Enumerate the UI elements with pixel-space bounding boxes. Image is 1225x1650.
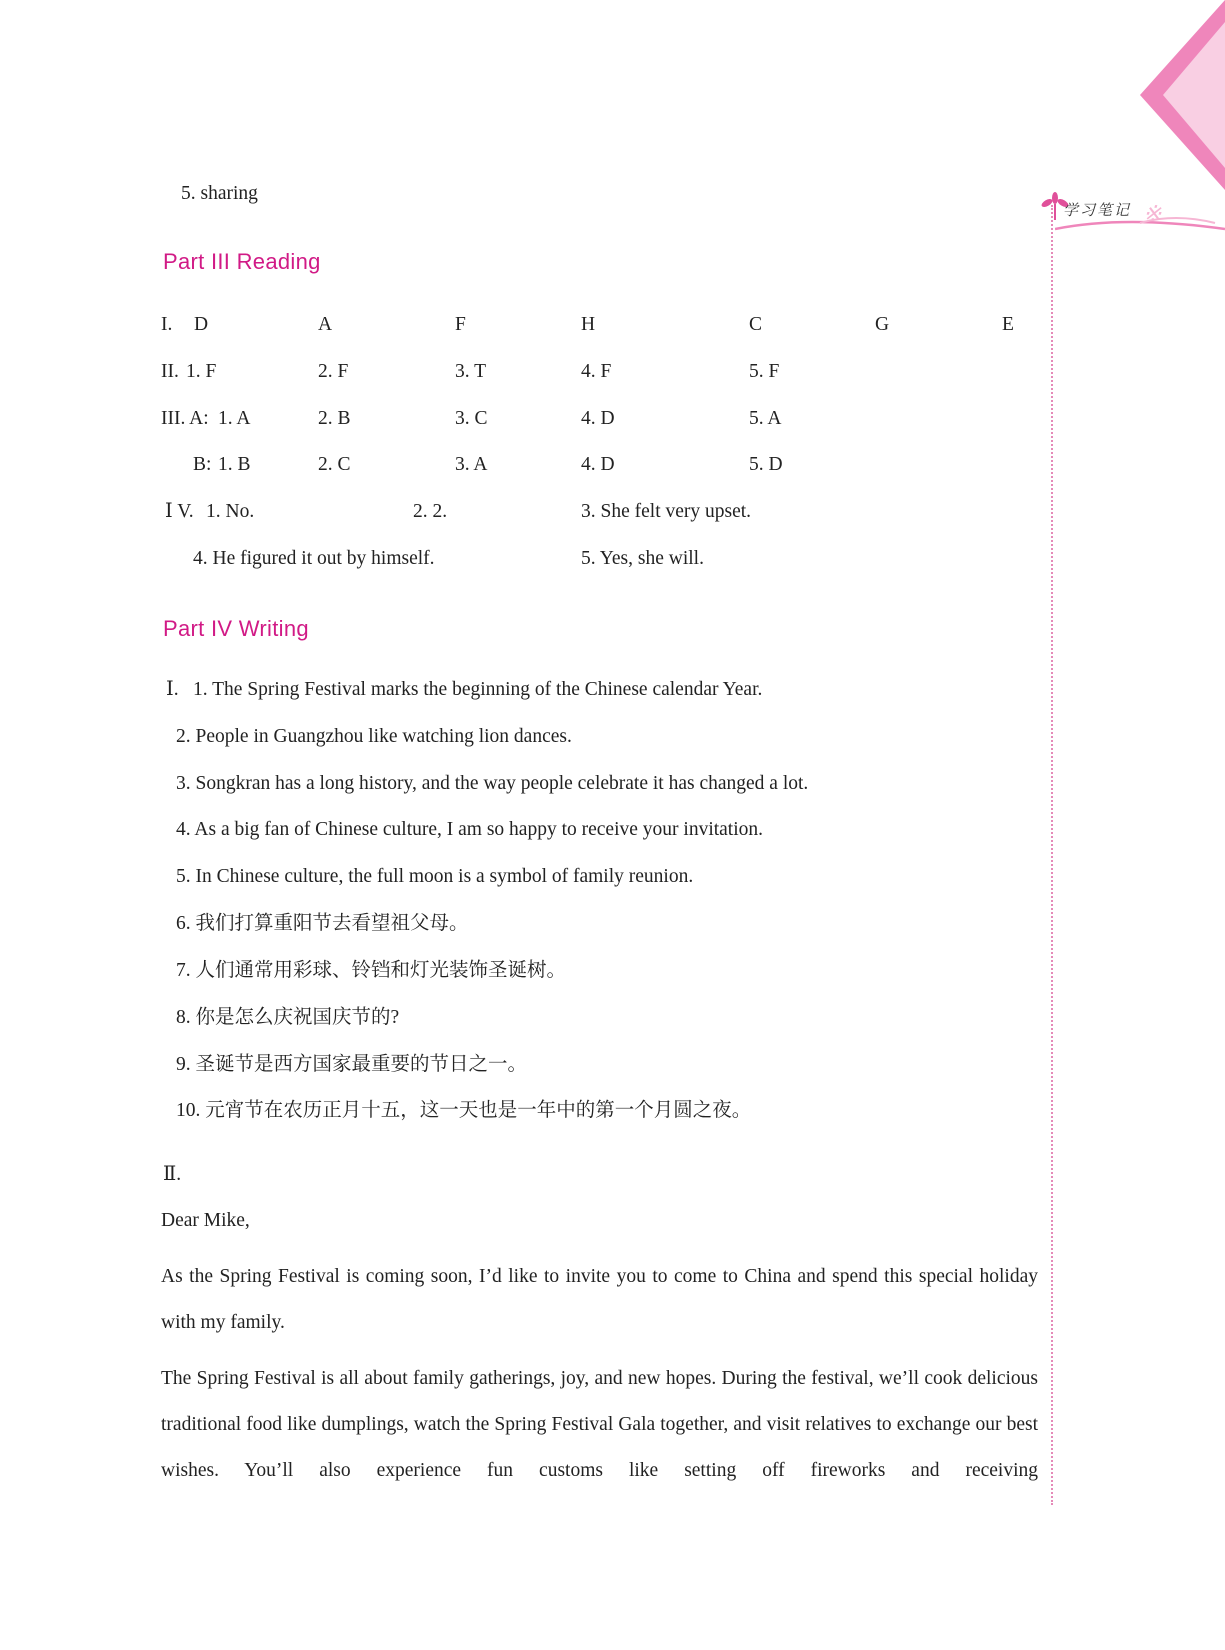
sentence-item: 7. 人们通常用彩球、铃铛和灯光装饰圣诞树。 xyxy=(176,960,567,981)
study-notes-label: 学习笔记 xyxy=(1063,201,1132,219)
letter-paragraph: The Spring Festival is all about family gatherings, joy, and new hopes. During the festival, we’ll cook delicious traditional food like dumplings, watch the Spring Festival Gala together, and visit relatives to exchange our best wishes. You’ll also experience fun customs like setting off fireworks and receiving xyxy=(161,1368,1038,1481)
answer-cell: 4. D xyxy=(581,408,615,429)
answer-cell: F xyxy=(455,314,466,335)
answer-cell: G xyxy=(875,314,890,335)
sentence-item: 9. 圣诞节是西方国家最重要的节日之一。 xyxy=(176,1054,528,1075)
answer-cell: 5. Yes, she will. xyxy=(581,548,704,569)
letter-greeting: Dear Mike, xyxy=(161,1210,250,1231)
row-label: Ⅱ. xyxy=(163,1164,182,1185)
answer-cell: 5. A xyxy=(749,408,782,429)
answer-cell: 1. No. xyxy=(206,501,255,522)
margin-dotted-rule xyxy=(1051,205,1053,1505)
answer-cell: 3. T xyxy=(455,361,487,382)
answer-cell: 1. F xyxy=(186,361,217,382)
row-label: III. A: xyxy=(161,408,209,429)
section-heading-reading: Part III Reading xyxy=(163,249,321,274)
answer-cell: 2. 2. xyxy=(413,501,448,522)
svg-text:※: ※ xyxy=(1143,205,1162,227)
answer-cell: 4. He figured it out by himself. xyxy=(193,548,435,569)
answer-cell: 2. B xyxy=(318,408,351,429)
sentence-item: 4. As a big fan of Chinese culture, I am so happy to receive your invitation. xyxy=(176,819,764,840)
sentence-item: 5. In Chinese culture, the full moon is a symbol of family reunion. xyxy=(176,866,694,887)
answer-cell: 5. F xyxy=(749,361,780,382)
answer-cell: 2. C xyxy=(318,454,351,475)
answer-cell: 3. A xyxy=(455,454,488,475)
row-label: Ⅰ V. xyxy=(165,501,194,522)
section-heading-writing: Part IV Writing xyxy=(163,616,309,641)
answer-cell: 1. A xyxy=(218,408,251,429)
row-label: I. xyxy=(161,314,173,335)
answer-cell: C xyxy=(749,314,763,335)
answer-cell: 2. F xyxy=(318,361,349,382)
answer-cell: E xyxy=(1002,314,1014,335)
answer-item: 5. sharing xyxy=(181,183,258,204)
answer-cell: 3. C xyxy=(455,408,488,429)
sentence-item: 2. People in Guangzhou like watching lion dances. xyxy=(176,726,572,747)
answer-cell: 4. D xyxy=(581,454,615,475)
corner-chevron-decoration xyxy=(1130,0,1225,190)
row-label: II. xyxy=(161,361,179,382)
sentence-item: 8. 你是怎么庆祝国庆节的? xyxy=(176,1007,400,1028)
answer-cell: 4. F xyxy=(581,361,612,382)
sentence-item: 3. Songkran has a long history, and the way people celebrate it has changed a lot. xyxy=(176,773,809,794)
answer-cell: 3. She felt very upset. xyxy=(581,501,752,522)
row-label: Ⅰ. xyxy=(166,679,179,700)
sentence-item: 6. 我们打算重阳节去看望祖父母。 xyxy=(176,913,469,934)
row-label: B: xyxy=(193,454,212,475)
answer-cell: 5. D xyxy=(749,454,783,475)
notes-swoosh-decoration xyxy=(1055,205,1225,235)
sentence-item: 1. The Spring Festival marks the beginning of the Chinese calendar Year. xyxy=(193,679,763,700)
answer-cell: D xyxy=(194,314,209,335)
answer-cell: H xyxy=(581,314,596,335)
answer-cell: 1. B xyxy=(218,454,251,475)
answer-cell: A xyxy=(318,314,333,335)
sentence-item: 10. 元宵节在农历正月十五，这一天也是一年中的第一个月圆之夜。 xyxy=(176,1100,752,1121)
letter-paragraph: As the Spring Festival is coming soon, I’d like to invite you to come to China and spend this special holiday with my family. xyxy=(161,1266,1038,1333)
